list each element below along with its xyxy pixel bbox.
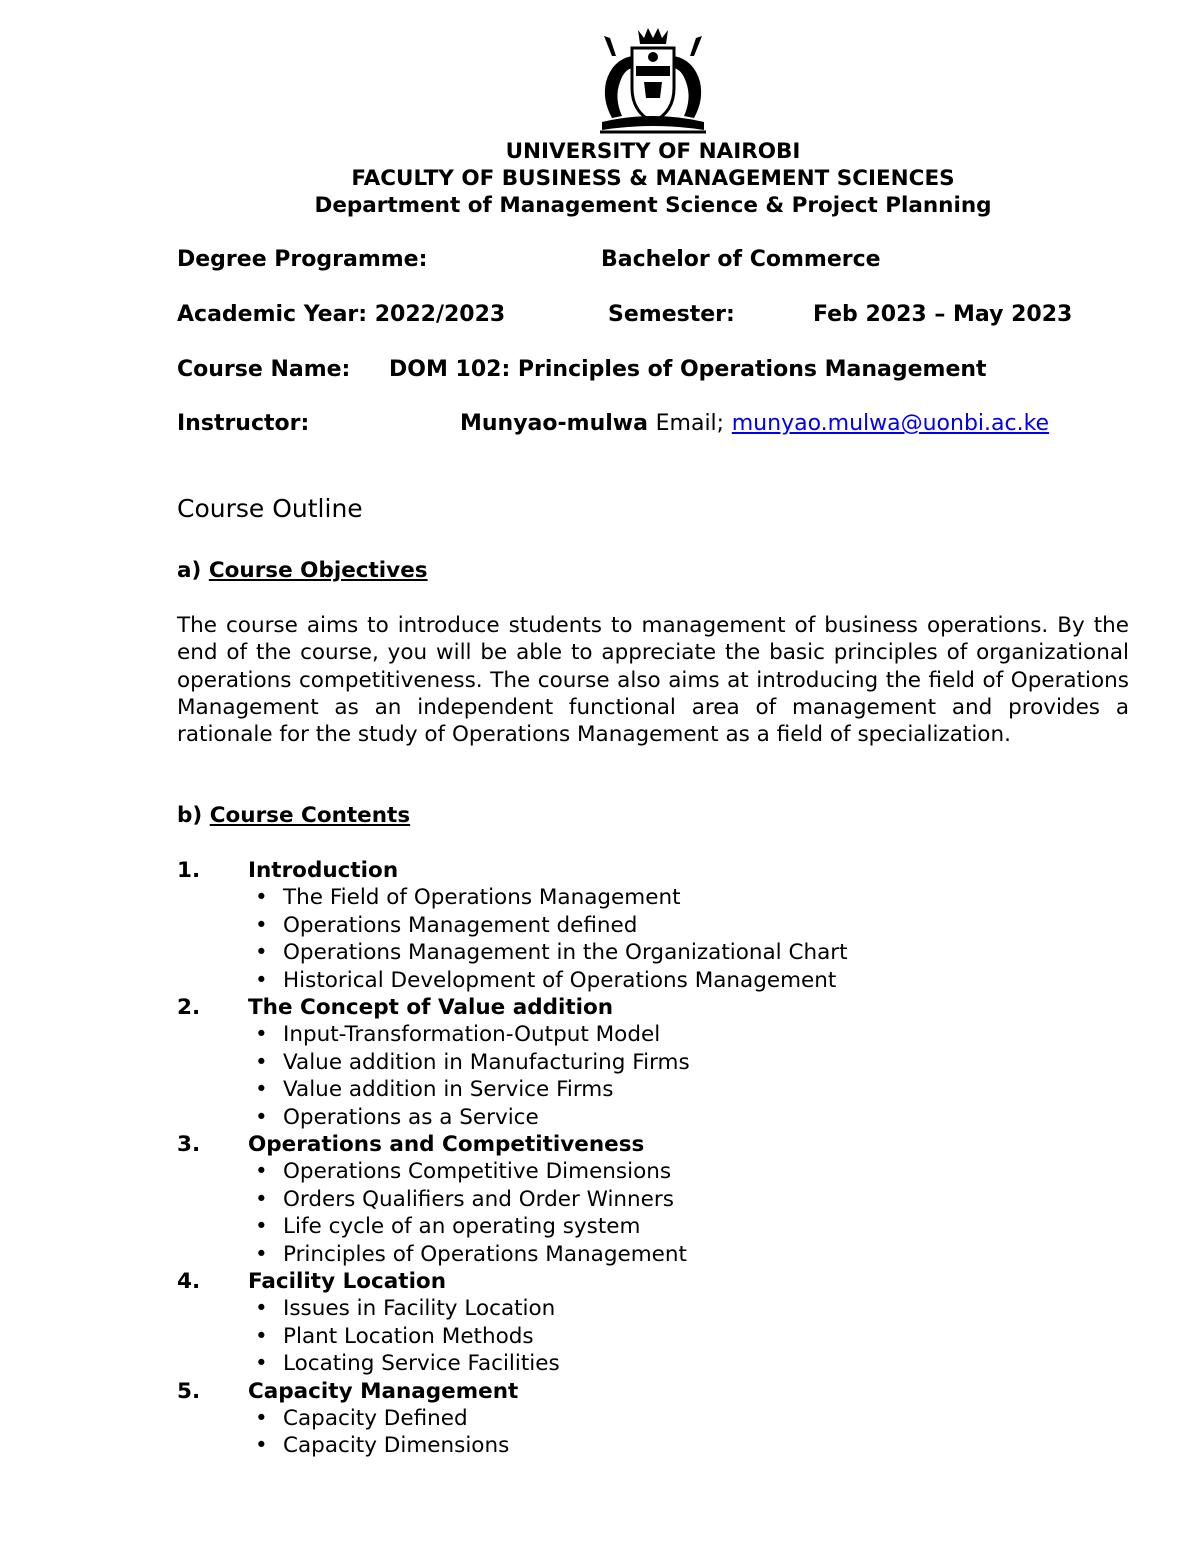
semester-label: Semester: [608, 302, 735, 327]
degree-value: Bachelor of Commerce [601, 247, 881, 272]
section-number: 2. [177, 995, 201, 1020]
list-item: Orders Qualifiers and Order Winners [283, 1186, 674, 1212]
section-title: Facility Location [248, 1269, 447, 1294]
section-number: 5. [177, 1378, 201, 1404]
bullet-icon: • [255, 1433, 268, 1459]
bullet-icon: • [255, 1104, 268, 1130]
section-title: Operations and Competitiveness [248, 1132, 645, 1157]
university-name: UNIVERSITY OF NAIROBI [505, 139, 801, 164]
section-number: 3. [177, 1132, 201, 1157]
bullet-icon: • [255, 1077, 268, 1103]
bullet-icon: • [255, 1351, 268, 1377]
list-item: Operations Management defined [283, 912, 638, 938]
objectives-heading [177, 557, 428, 585]
contents-title: Course Contents [209, 803, 411, 828]
list-item: Locating Service Facilities [283, 1351, 560, 1377]
bullet-icon: • [255, 1049, 268, 1075]
instructor-name: Munyao-mulwa [460, 411, 648, 436]
objectives-prefix: a) [177, 558, 202, 583]
list-item: Operations Management in the Organizational Chart [283, 940, 848, 966]
contents-heading [177, 802, 410, 830]
bullet-icon: • [255, 1159, 268, 1185]
contents-prefix: b) [177, 803, 203, 828]
semester-value: Feb 2023 – May 2023 [813, 302, 1073, 327]
university-header [0, 138, 1200, 219]
bullet-icon: • [255, 1186, 268, 1212]
bullet-icon: • [255, 1406, 268, 1431]
bullet-icon: • [255, 1022, 268, 1048]
bullet-icon: • [255, 1323, 268, 1349]
email-link[interactable]: munyao.mulwa@uonbi.ac.ke [731, 411, 1050, 436]
course-name-value: DOM 102: Principles of Operations Management [389, 357, 987, 382]
list-item: The Field of Operations Management [283, 885, 681, 911]
course-name-label: Course Name: [177, 357, 351, 382]
section-number: 4. [177, 1269, 201, 1294]
list-item: Operations as a Service [283, 1104, 539, 1130]
list-item: Historical Development of Operations Management [283, 967, 837, 993]
university-crest-logo [592, 26, 714, 136]
list-item: Operations Competitive Dimensions [283, 1159, 672, 1185]
list-item: Value addition in Manufacturing Firms [283, 1049, 690, 1075]
course-outline-title: Course Outline [177, 494, 363, 523]
section-title: Introduction [248, 858, 399, 883]
section-title: The Concept of Value addition [248, 995, 614, 1020]
bullet-icon: • [255, 1214, 268, 1240]
bullet-icon: • [255, 1296, 268, 1322]
bullet-icon: • [255, 940, 268, 966]
objectives-title: Course Objectives [208, 558, 428, 583]
bullet-icon: • [255, 967, 268, 993]
email-label: Email; [655, 411, 725, 436]
list-item: Life cycle of an operating system [283, 1214, 641, 1240]
list-item: Capacity Dimensions [283, 1433, 510, 1459]
bullet-icon: • [255, 912, 268, 938]
bullet-icon: • [255, 1241, 268, 1267]
objectives-paragraph: The course aims to introduce students to management of business operations. By the end of the course, you will be able to appreciate the basic principles of organizational operations competitiveness. The course also aims at introducing the field of Operations Management as an independent functional area of management and provides a rationale for the study of Operations Management as a field of specialization. [177, 613, 1129, 748]
list-item: Value addition in Service Firms [283, 1077, 614, 1103]
degree-label: Degree Programme: [177, 247, 428, 272]
list-item: Principles of Operations Management [283, 1241, 687, 1267]
section-title: Capacity Management [248, 1378, 519, 1404]
faculty-name: FACULTY OF BUSINESS & MANAGEMENT SCIENCES [351, 166, 955, 191]
bullet-icon: • [255, 885, 268, 911]
department-name: Department of Management Science & Project Planning [314, 193, 992, 218]
list-item: Capacity Defined [283, 1406, 468, 1431]
list-item: Input-Transformation-Output Model [283, 1022, 661, 1048]
instructor-label: Instructor: [177, 411, 310, 436]
list-item: Issues in Facility Location [283, 1296, 556, 1322]
instructor-contact [460, 410, 1049, 438]
section-number: 1. [177, 858, 201, 883]
academic-year-label: Academic Year: 2022/2023 [177, 302, 506, 327]
list-item: Plant Location Methods [283, 1323, 534, 1349]
